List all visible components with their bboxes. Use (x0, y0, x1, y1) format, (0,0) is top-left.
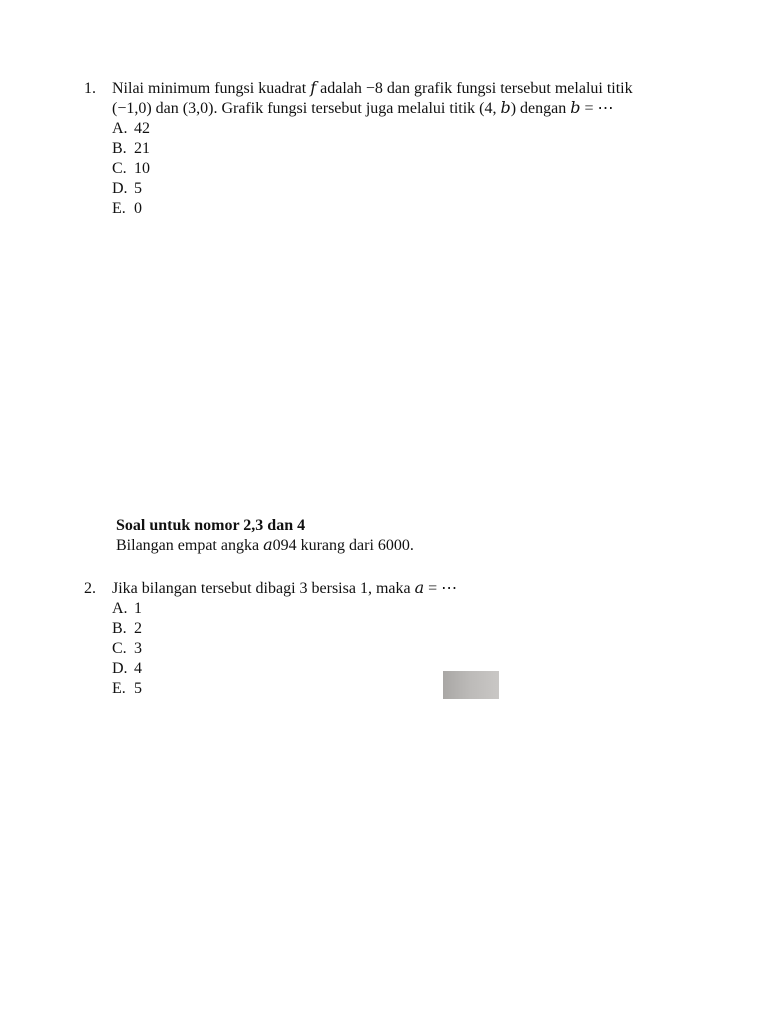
option-letter: C. (112, 160, 127, 177)
shared-stem-section (116, 516, 616, 556)
option-value: 5 (134, 680, 142, 697)
section-text: Bilangan empat angka 𝑎094 kurang dari 6000. (116, 537, 414, 554)
question-2-option-e (112, 679, 684, 699)
option-value: 1 (134, 600, 142, 617)
question-2-option-b (112, 619, 684, 639)
question-2-text: Jika bilangan tersebut dibagi 3 bersisa 1, maka 𝑎 = ⋯ (112, 580, 458, 597)
question-1-stem-line-2 (84, 99, 684, 119)
option-letter: E. (112, 680, 126, 697)
option-letter: D. (112, 180, 128, 197)
question-1-option-a (112, 119, 684, 139)
section-heading: Soal untuk nomor 2,3 dan 4 (116, 517, 306, 534)
option-value: 21 (134, 140, 150, 157)
question-1-option-c (112, 159, 684, 179)
question-1-stem-line-1 (84, 79, 684, 99)
question-2-option-c (112, 639, 684, 659)
question-1-number: 1. (84, 80, 96, 97)
option-letter: A. (112, 120, 128, 137)
option-letter: D. (112, 660, 128, 677)
question-2-stem (84, 579, 684, 599)
question-2-number: 2. (84, 580, 96, 597)
question-1-text-line-1: Nilai minimum fungsi kuadrat 𝑓 adalah −8 dan grafik fungsi tersebut melalui titik (112, 80, 633, 97)
option-letter: B. (112, 140, 127, 157)
option-value: 5 (134, 180, 142, 197)
option-value: 4 (134, 660, 142, 677)
option-letter: A. (112, 600, 128, 617)
option-letter: C. (112, 640, 127, 657)
question-1-option-d (112, 179, 684, 199)
option-value: 42 (134, 120, 150, 137)
option-value: 2 (134, 620, 142, 637)
question-1-option-e (112, 199, 684, 219)
question-1-text-line-2: (−1,0) dan (3,0). Grafik fungsi tersebut juga melalui titik (4, 𝑏) dengan 𝑏 = ⋯ (112, 100, 614, 117)
question-2-option-d (112, 659, 684, 679)
gray-rectangle (443, 671, 499, 699)
question-1-option-b (112, 139, 684, 159)
question-1 (84, 79, 684, 219)
option-value: 10 (134, 160, 150, 177)
question-2 (84, 579, 684, 699)
option-value: 3 (134, 640, 142, 657)
option-letter: E. (112, 200, 126, 217)
option-value: 0 (134, 200, 142, 217)
question-2-option-a (112, 599, 684, 619)
option-letter: B. (112, 620, 127, 637)
